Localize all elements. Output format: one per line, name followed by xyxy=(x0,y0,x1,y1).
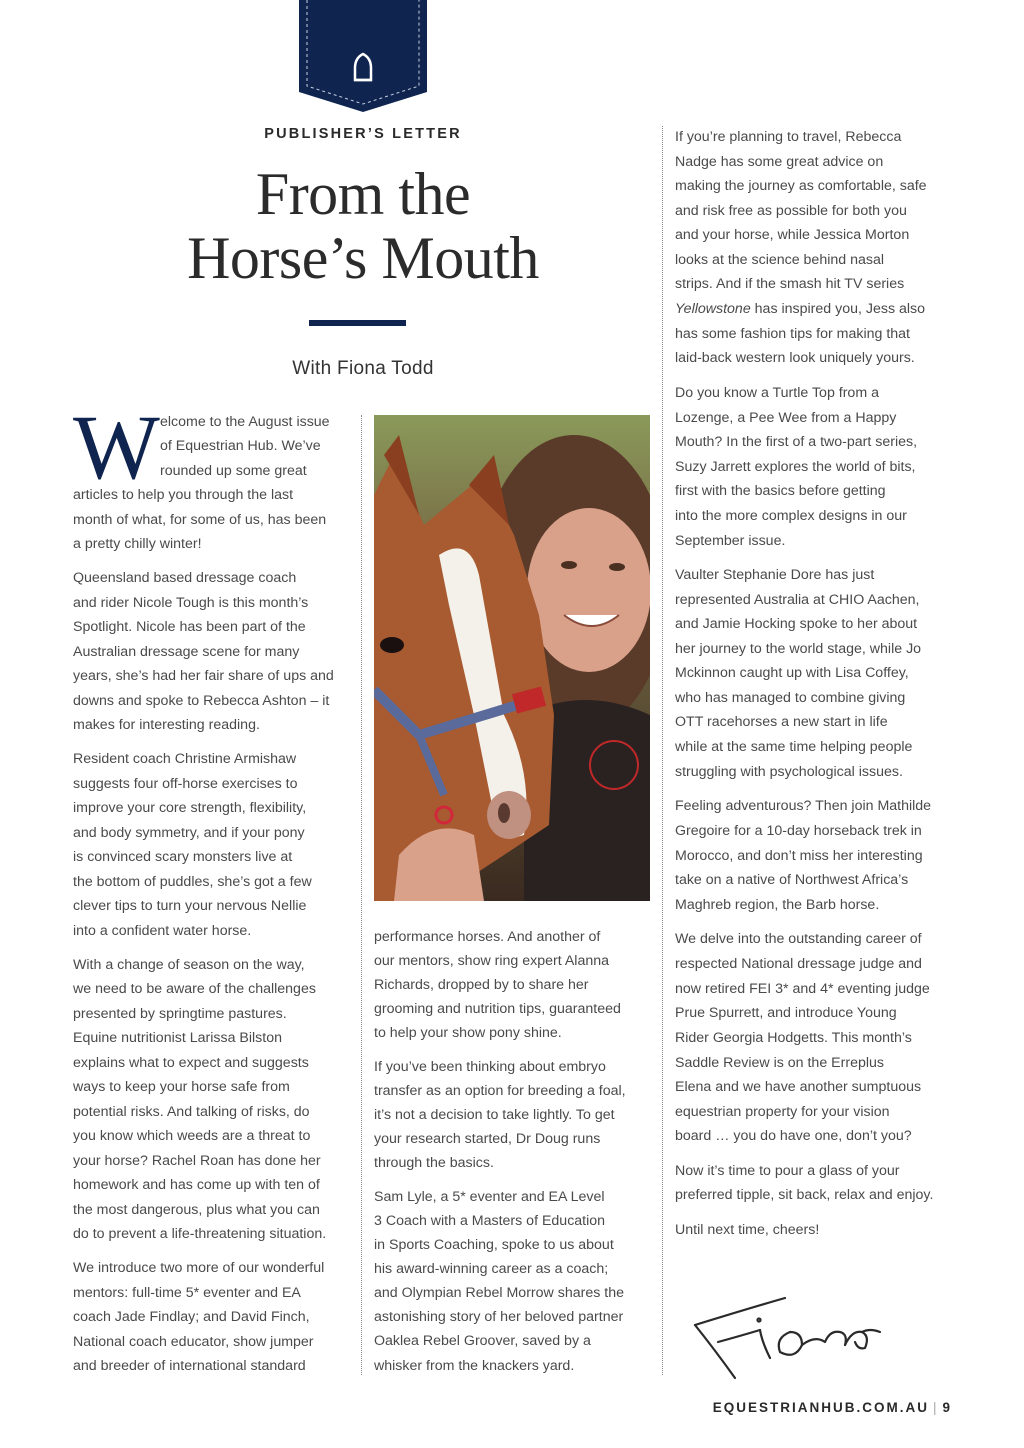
text-line: board … you do have one, don’t you? xyxy=(675,1128,912,1144)
text-line: take on a native of Northwest Africa’s xyxy=(675,872,909,888)
text-line: Feeling adventurous? Then join Mathilde xyxy=(675,798,932,814)
text-line: whisker from the knackers yard. xyxy=(374,1358,575,1374)
text-line: elcome to the August issue xyxy=(160,414,330,430)
text-line: to help your show pony shine. xyxy=(374,1025,562,1041)
text-line: in Sports Coaching, spoke to us about xyxy=(374,1237,614,1253)
page-number: 9 xyxy=(942,1400,952,1415)
text-line: it’s not a decision to take lightly. To get xyxy=(374,1107,615,1123)
text-line: we need to be aware of the challenges xyxy=(73,981,316,997)
page-footer xyxy=(713,1400,952,1415)
section-label: PUBLISHER’S LETTER xyxy=(264,126,462,142)
text-line: Equine nutritionist Larissa Bilston xyxy=(73,1030,282,1046)
text-line: preferred tipple, sit back, relax and enjoy. xyxy=(675,1187,934,1203)
text-line: Until next time, cheers! xyxy=(675,1222,820,1238)
text-line: With a change of season on the way, xyxy=(73,957,305,973)
title-line-2: Horse’s Mouth xyxy=(187,225,539,291)
text-line: has some fashion tips for making that xyxy=(675,326,911,342)
text-line: the most dangerous, plus what you can xyxy=(73,1202,320,1218)
stirrup-icon xyxy=(299,0,427,112)
text-line: 3 Coach with a Masters of Education xyxy=(374,1213,606,1229)
text-line: through the basics. xyxy=(374,1155,494,1171)
title-line-1: From the xyxy=(255,161,471,227)
title-rule xyxy=(309,320,406,326)
text-line: represented Australia at CHIO Aachen, xyxy=(675,592,920,608)
text-line: Sam Lyle, a 5* eventer and EA Level xyxy=(374,1189,605,1205)
text-line: our mentors, show ring expert Alanna xyxy=(374,953,610,969)
drop-cap: W xyxy=(73,396,160,498)
text-line: Do you know a Turtle Top from a xyxy=(675,385,879,401)
text-line: Oaklea Rebel Groover, saved by a xyxy=(374,1333,591,1349)
text-line: potential risks. And talking of risks, do xyxy=(73,1104,310,1120)
text-line: the bottom of puddles, she’s got a few xyxy=(73,874,312,890)
text-line: If you’re planning to travel, Rebecca xyxy=(675,129,902,145)
text-line: into the more complex designs in our xyxy=(675,508,907,524)
text-line: September issue. xyxy=(675,533,786,549)
text-line: National coach educator, show jumper xyxy=(73,1334,314,1350)
footer-separator: | xyxy=(932,1400,939,1415)
text-line: Australian dressage scene for many xyxy=(73,644,300,660)
text-line: If you’ve been thinking about embryo xyxy=(374,1059,606,1075)
text-line: grooming and nutrition tips, guaranteed xyxy=(374,1001,621,1017)
text-line: Mouth? In the first of a two-part series, xyxy=(675,434,918,450)
page-title xyxy=(150,162,576,290)
text-line: a pretty chilly winter! xyxy=(73,536,202,552)
text-line: Queensland based dressage coach xyxy=(73,570,297,586)
text-line: Nadge has some great advice on xyxy=(675,154,884,170)
text-line: your research started, Dr Doug runs xyxy=(374,1131,601,1147)
text-line: who has managed to combine giving xyxy=(675,690,906,706)
text-line: Lozenge, a Pee Wee from a Happy xyxy=(675,410,897,426)
text-line: Richards, dropped by to share her xyxy=(374,977,589,993)
text-line: respected National dressage judge and xyxy=(675,956,922,972)
text-line: and rider Nicole Tough is this month’s xyxy=(73,595,309,611)
signature-fiona xyxy=(690,1290,910,1390)
text-line: makes for interesting reading. xyxy=(73,717,260,733)
text-line: and Olympian Rebel Morrow shares the xyxy=(374,1285,624,1301)
text-line: suggests four off-horse exercises to xyxy=(73,776,298,792)
text-line: Spotlight. Nicole has been part of the xyxy=(73,619,306,635)
text-line: is convinced scary monsters live at xyxy=(73,849,293,865)
text-line: improve your core strength, flexibility, xyxy=(73,800,307,816)
text-line: homework and has come up with ten of xyxy=(73,1177,320,1193)
text-line: her journey to the world stage, while Jo xyxy=(675,641,922,657)
text-line: month of what, for some of us, has been xyxy=(73,512,327,528)
text-line: Mckinnon caught up with Lisa Coffey, xyxy=(675,665,909,681)
text-line: and your horse, while Jessica Morton xyxy=(675,227,910,243)
text-line: We delve into the outstanding career of xyxy=(675,931,922,947)
text-line: do to prevent a life-threatening situation. xyxy=(73,1226,327,1242)
text-line: clever tips to turn your nervous Nellie xyxy=(73,898,307,914)
text-line: you know which weeds are a threat to xyxy=(73,1128,311,1144)
text-line: of Equestrian Hub. We’ve xyxy=(160,438,321,454)
text-line: now retired FEI 3* and 4* eventing judge xyxy=(675,981,930,997)
text-line: looks at the science behind nasal xyxy=(675,252,885,268)
text-line: Rider Georgia Hodgetts. This month’s xyxy=(675,1030,912,1046)
text-line: rounded up some great xyxy=(160,463,307,479)
text-line: transfer as an option for breeding a foal, xyxy=(374,1083,626,1099)
text-line: downs and spoke to Rebecca Ashton – it xyxy=(73,693,330,709)
text-line: and risk free as possible for both you xyxy=(675,203,907,219)
text-line: Vaulter Stephanie Dore has just xyxy=(675,567,875,583)
byline: With Fiona Todd xyxy=(292,358,434,379)
text-line: first with the basics before getting xyxy=(675,483,886,499)
text-line: astonishing story of her beloved partner xyxy=(374,1309,624,1325)
text-line: performance horses. And another of xyxy=(374,929,601,945)
text-line: your horse? Rachel Roan has done her xyxy=(73,1153,321,1169)
text-line: Gregoire for a 10-day horseback trek in xyxy=(675,823,922,839)
column-divider xyxy=(361,415,362,1375)
text-line: equestrian property for your vision xyxy=(675,1104,890,1120)
text-line: Saddle Review is on the Erreplus xyxy=(675,1055,884,1071)
text-line: laid-back western look uniquely yours. xyxy=(675,350,915,366)
text-line: explains what to expect and suggests xyxy=(73,1055,309,1071)
text-line: Now it’s time to pour a glass of your xyxy=(675,1163,900,1179)
text-line: OTT racehorses a new start in life xyxy=(675,714,888,730)
text-line: his award-winning career as a coach; xyxy=(374,1261,609,1277)
text-line: articles to help you through the last xyxy=(73,487,294,503)
text-line: Yellowstone has inspired you, Jess also xyxy=(675,301,926,317)
text-line: and Jamie Hocking spoke to her about xyxy=(675,616,918,632)
text-line: struggling with psychological issues. xyxy=(675,764,903,780)
text-line: Suzy Jarrett explores the world of bits, xyxy=(675,459,916,475)
text-line: ways to keep your horse safe from xyxy=(73,1079,290,1095)
text-line: We introduce two more of our wonderful xyxy=(73,1260,325,1276)
text-line: Maghreb region, the Barb horse. xyxy=(675,897,880,913)
text-line: strips. And if the smash hit TV series xyxy=(675,276,905,292)
text-line: and breeder of international standard xyxy=(73,1358,306,1374)
column-divider xyxy=(662,126,663,1375)
text-line: Prue Spurrett, and introduce Young xyxy=(675,1005,897,1021)
text-line: presented by springtime pastures. xyxy=(73,1006,287,1022)
text-line: while at the same time helping people xyxy=(675,739,913,755)
portrait-photo xyxy=(374,415,650,901)
text-line: Elena and we have another sumptuous xyxy=(675,1079,922,1095)
text-line: years, she’s had her fair share of ups and xyxy=(73,668,334,684)
text-line: mentors: full-time 5* eventer and EA xyxy=(73,1285,301,1301)
italic-title: Yellowstone xyxy=(675,301,751,317)
website-url: EQUESTRIANHUB.COM.AU xyxy=(712,1400,929,1415)
text-line: into a confident water horse. xyxy=(73,923,252,939)
text-line: and body symmetry, and if your pony xyxy=(73,825,305,841)
text-line: Resident coach Christine Armishaw xyxy=(73,751,297,767)
text-line: making the journey as comfortable, safe xyxy=(675,178,927,194)
text-line: coach Jade Findlay; and David Finch, xyxy=(73,1309,310,1325)
text-line: Morocco, and don’t miss her interesting xyxy=(675,848,923,864)
